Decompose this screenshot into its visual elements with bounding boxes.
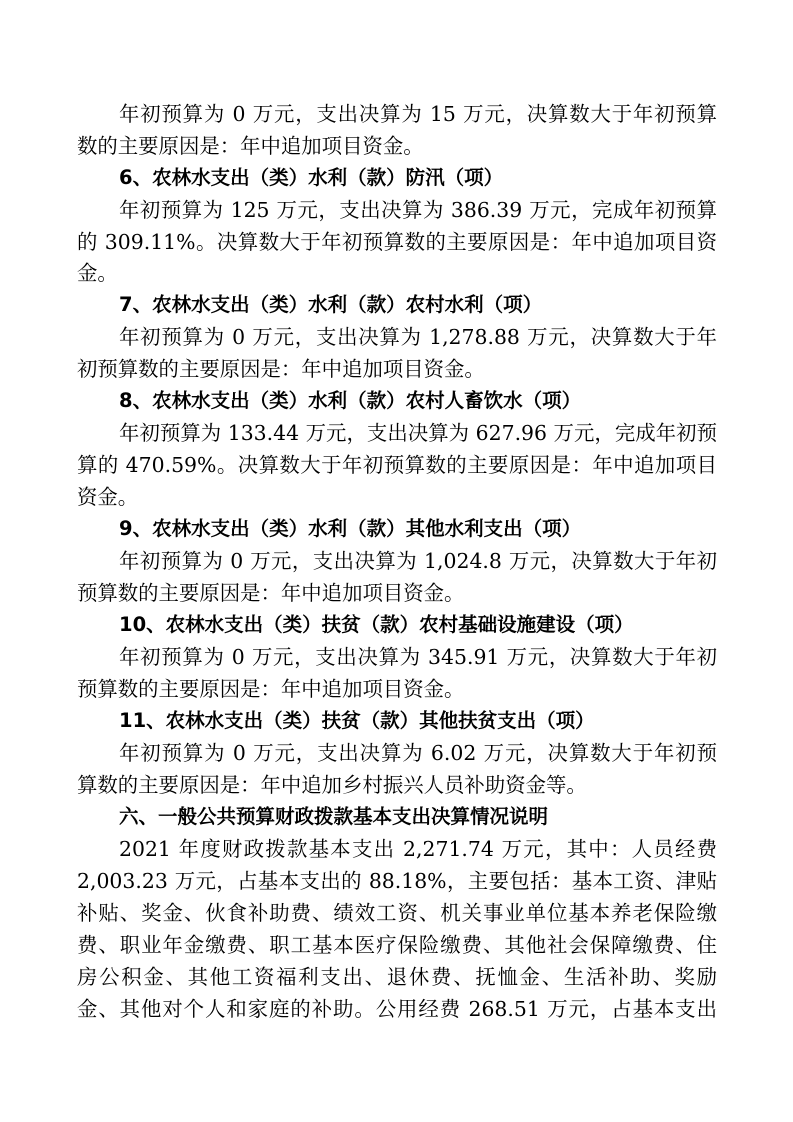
paragraph-line: 初预算数的主要原因是：年中追加项目资金。: [77, 357, 485, 381]
paragraph-line: 数的主要原因是：年中追加项目资金。: [77, 134, 424, 158]
paragraph-line: 预算数的主要原因是：年中追加项目资金。: [77, 677, 465, 701]
section-heading: 7、农林水支出（类）水利（款）农村水利（项）: [119, 293, 543, 316]
paragraph-line: 年初预算为 0 万元，支出决算为 15 万元，决算数大于年初预算: [119, 102, 717, 126]
paragraph-line: 算数的主要原因是：年中追加乡村振兴人员补助资金等。: [77, 773, 587, 797]
paragraph-line: 算的 470.59%。决算数大于年初预算数的主要原因是：年中追加项目: [77, 453, 717, 477]
paragraph-line: 年初预算为 0 万元，支出决算为 345.91 万元，决算数大于年初: [119, 645, 717, 669]
paragraph-line: 预算数的主要原因是：年中追加项目资金。: [77, 581, 465, 605]
paragraph-line: 2,003.23 万元，占基本支出的 88.18%，主要包括：基本工资、津贴: [77, 869, 717, 893]
paragraph-line: 金、其他对个人和家庭的补助。公用经费 268.51 万元，占基本支出: [77, 997, 717, 1021]
section-heading: 8、农林水支出（类）水利（款）农村人畜饮水（项）: [119, 389, 582, 412]
section-heading: 六、一般公共预算财政拨款基本支出决算情况说明: [119, 805, 549, 828]
paragraph-line: 房公积金、其他工资福利支出、退休费、抚恤金、生活补助、奖励: [77, 965, 717, 989]
paragraph-line: 的 309.11%。决算数大于年初预算数的主要原因是：年中追加项目资: [77, 230, 717, 254]
paragraph-line: 费、职业年金缴费、职工基本医疗保险缴费、其他社会保障缴费、住: [77, 933, 717, 957]
paragraph-line: 年初预算为 0 万元，支出决算为 1,024.8 万元，决算数大于年初: [119, 549, 717, 573]
section-heading: 11、农林水支出（类）扶贫（款）其他扶贫支出（项）: [119, 709, 595, 732]
paragraph-line: 补贴、奖金、伙食补助费、绩效工资、机关事业单位基本养老保险缴: [77, 901, 717, 925]
paragraph-line: 年初预算为 0 万元，支出决算为 1,278.88 万元，决算数大于年: [119, 325, 717, 349]
section-heading: 9、农林水支出（类）水利（款）其他水利支出（项）: [119, 517, 582, 540]
paragraph-line: 年初预算为 0 万元，支出决算为 6.02 万元，决算数大于年初预: [119, 741, 717, 765]
paragraph-line: 2021 年度财政拨款基本支出 2,271.74 万元，其中：人员经费: [119, 837, 717, 861]
paragraph-line: 金。: [77, 261, 118, 285]
section-heading: 6、农林水支出（类）水利（款）防汛（项）: [119, 166, 504, 189]
paragraph-line: 资金。: [77, 485, 139, 509]
paragraph-line: 年初预算为 125 万元，支出决算为 386.39 万元，完成年初预算: [119, 198, 717, 222]
section-heading: 10、农林水支出（类）扶贫（款）农村基础设施建设（项）: [119, 613, 634, 636]
paragraph-line: 年初预算为 133.44 万元，支出决算为 627.96 万元，完成年初预: [119, 421, 717, 445]
